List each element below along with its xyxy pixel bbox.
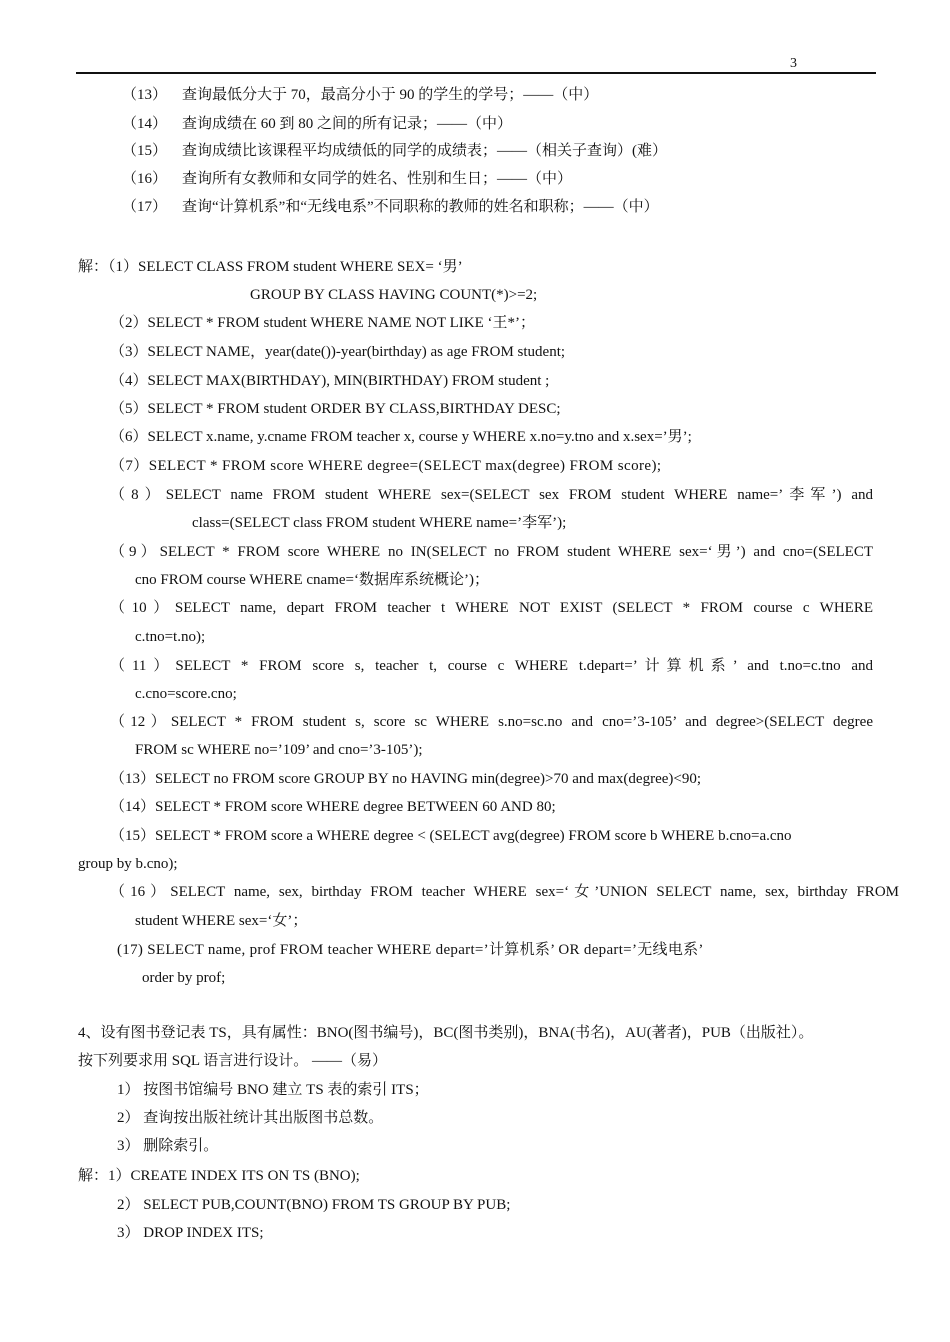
answer-6: （6）SELECT x.name, y.cname FROM teacher x, course y WHERE x.no=y.tno and x.sex=’男’; [110, 429, 692, 445]
question-text: 查询成绩比该课程平均成绩低的同学的成绩表；——（相关子查询）(难） [182, 143, 667, 159]
question-number: （15） [122, 143, 168, 159]
answer-15-line-1: （15）SELECT * FROM score a WHERE degree < (SELECT avg(degree) FROM score b WHERE b.cno=a.cno [110, 828, 792, 844]
answer-9-line-2: cno FROM course WHERE cname=‘数据库系统概论’)； [135, 572, 489, 588]
answer-8-line-2: class=(SELECT class FROM student WHERE name=’李军’); [192, 515, 567, 531]
answer-15-line-2: group by b.cno); [78, 856, 178, 872]
answer-5: （5）SELECT * FROM student ORDER BY CLASS,BIRTHDAY DESC; [110, 401, 561, 417]
answer-10-line-2: c.tno=t.no); [135, 629, 206, 645]
question-number: （13） [122, 87, 168, 103]
page-number: 3 [790, 56, 797, 71]
answer-11-line-1: （11）SELECT * FROM score s, teacher t, course c WHERE t.depart=’计算机系’ and t.no=c.tno and [110, 658, 873, 674]
question-15 [122, 142, 667, 160]
section-4-item-1: 1） 按图书馆编号 BNO 建立 TS 表的索引 ITS； [117, 1082, 429, 1098]
answer-11-line-2: c.cno=score.cno; [135, 686, 237, 702]
section-4-solution-2: 2） SELECT PUB,COUNT(BNO) FROM TS GROUP BY PUB; [117, 1197, 511, 1213]
answer-12-line-1: （12）SELECT * FROM student s, score sc WHERE s.no=sc.no and cno=’3-105’ and degree>(SELECT degree [110, 714, 873, 730]
answer-4: （4）SELECT MAX(BIRTHDAY), MIN(BIRTHDAY) FROM student ; [110, 373, 550, 389]
answer-2: （2）SELECT * FROM student WHERE NAME NOT LIKE ‘王*’； [110, 315, 535, 331]
question-number: （14） [122, 116, 168, 132]
answer-12-line-2: FROM sc WHERE no=’109’ and cno=’3-105’); [135, 742, 423, 758]
answer-7: （7）SELECT * FROM score WHERE degree=(SELECT max(degree) FROM score); [110, 458, 662, 474]
answer-3: （3）SELECT NAME，year(date())-year(birthday) as age FROM student; [110, 344, 566, 360]
question-13 [122, 86, 598, 104]
section-4-item-2: 2） 查询按出版社统计其出版图书总数。 [117, 1110, 384, 1126]
section-4-intro-line-2: 按下列要求用 SQL 语言进行设计。 ——（易） [78, 1053, 388, 1069]
section-4-solution-1: 解：1）CREATE INDEX ITS ON TS (BNO); [78, 1168, 360, 1184]
answer-9-line-1: （9）SELECT * FROM score WHERE no IN(SELECT no FROM student WHERE sex=‘男’) and cno=(SELECT [110, 544, 873, 560]
header-rule [76, 72, 876, 74]
answer-14: （14）SELECT * FROM score WHERE degree BETWEEN 60 AND 80; [110, 799, 556, 815]
answer-16-line-1: （16）SELECT name, sex, birthday FROM teacher WHERE sex=‘女’UNION SELECT name, sex, birthday FROM [110, 884, 899, 900]
question-text: 查询“计算机系”和“无线电系”不同职称的教师的姓名和职称；——（中） [182, 199, 659, 215]
question-16 [122, 170, 572, 188]
question-number: （16） [122, 171, 168, 187]
section-4-intro-line-1: 4、设有图书登记表 TS，具有属性：BNO(图书编号)，BC(图书类别)，BNA(书名)，AU(著者)，PUB（出版社）。 [78, 1025, 814, 1041]
answer-1-line-1: 解：（1）SELECT CLASS FROM student WHERE SEX= ‘男’ [78, 259, 463, 275]
question-14 [122, 115, 512, 133]
answer-1-line-2: GROUP BY CLASS HAVING COUNT(*)>=2; [250, 287, 538, 303]
section-4-item-3: 3） 删除索引。 [117, 1138, 219, 1154]
question-text: 查询所有女教师和女同学的姓名、性别和生日；——（中） [182, 171, 573, 187]
question-text: 查询最低分大于 70，最高分小于 90 的学生的学号；——（中） [182, 87, 599, 103]
question-number: （17） [122, 199, 168, 215]
question-17 [122, 198, 659, 216]
question-text: 查询成绩在 60 到 80 之间的所有记录；——（中） [182, 116, 513, 132]
answer-13: （13）SELECT no FROM score GROUP BY no HAVING min(degree)>70 and max(degree)<90; [110, 771, 702, 787]
answer-8-line-1: （8）SELECT name FROM student WHERE sex=(SELECT sex FROM student WHERE name=’李军’) and [110, 487, 873, 503]
section-4-solution-3: 3） DROP INDEX ITS; [117, 1225, 264, 1241]
answer-17-line-2: order by prof; [142, 970, 226, 986]
answer-16-line-2: student WHERE sex=‘女’； [135, 913, 308, 929]
answer-10-line-1: （10）SELECT name, depart FROM teacher t WHERE NOT EXIST (SELECT * FROM course c WHERE [110, 600, 873, 616]
answer-17-line-1: (17) SELECT name, prof FROM teacher WHERE depart=’计算机系’ OR depart=’无线电系’ [117, 942, 704, 958]
